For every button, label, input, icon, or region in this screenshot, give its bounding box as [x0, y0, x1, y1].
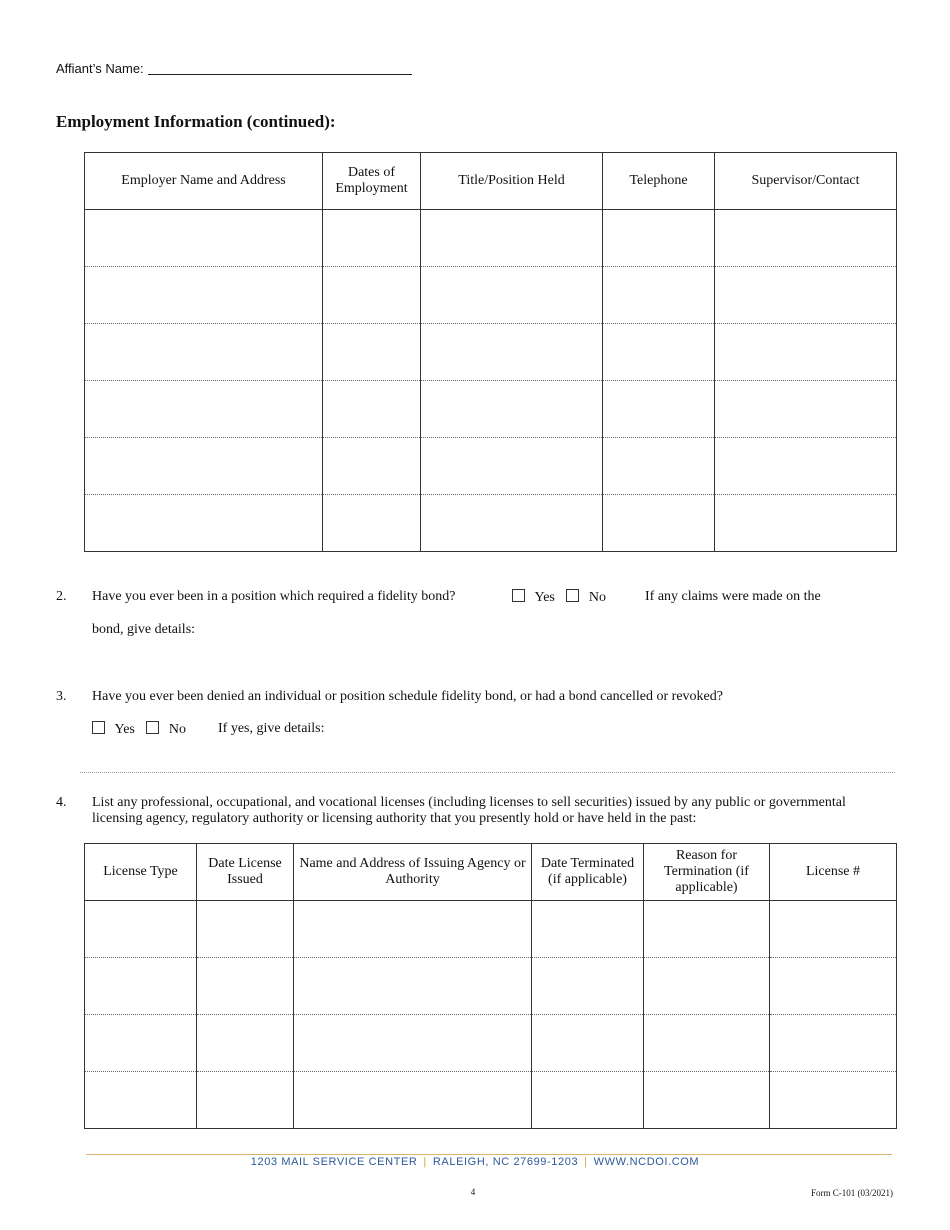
license-number-cell[interactable]	[770, 958, 897, 1015]
issuing-agency-cell[interactable]	[294, 901, 532, 958]
date-terminated-cell[interactable]	[532, 1015, 644, 1072]
table-row	[85, 267, 897, 324]
date-issued-cell[interactable]	[197, 901, 294, 958]
date-terminated-cell[interactable]	[532, 1072, 644, 1129]
q2-yes-label: Yes	[534, 590, 555, 605]
question-4-text: List any professional, occupational, and vocational licenses (including licenses to sell securities) issued by any public or governmental licensing agency, regulatory authority or licensing authority that you presently hold or have held in the past:	[92, 795, 846, 826]
affiant-name-field[interactable]	[148, 74, 412, 75]
q3-no-checkbox[interactable]	[146, 721, 159, 734]
date-terminated-cell[interactable]	[532, 901, 644, 958]
q3-yes-checkbox[interactable]	[92, 721, 105, 734]
section-title: Employment Information (continued):	[56, 112, 336, 131]
page-number: 4	[470, 1187, 476, 1197]
issuing-agency-cell[interactable]	[294, 1072, 532, 1129]
question-2-number: 2.	[56, 589, 67, 604]
issuing-agency-cell[interactable]	[294, 1015, 532, 1072]
q2-yes-checkbox[interactable]	[512, 589, 525, 602]
col-license-number: License #	[770, 844, 897, 901]
col-license-type: License Type	[85, 844, 197, 901]
termination-reason-cell[interactable]	[644, 958, 770, 1015]
table-row	[85, 901, 897, 958]
table-row	[85, 495, 897, 552]
footer-website-link[interactable]: WWW.NCDOI.COM	[593, 1156, 700, 1168]
col-date-issued: Date License Issued	[197, 844, 294, 901]
license-number-cell[interactable]	[770, 901, 897, 958]
dates-cell[interactable]	[323, 438, 421, 495]
termination-reason-cell[interactable]	[644, 1072, 770, 1129]
title-cell[interactable]	[421, 324, 603, 381]
col-date-terminated: Date Terminated (if applicable)	[532, 844, 644, 901]
table-row	[85, 438, 897, 495]
title-cell[interactable]	[421, 210, 603, 267]
issuing-agency-cell[interactable]	[294, 958, 532, 1015]
footer-separator: |	[584, 1156, 588, 1168]
question-3-details-line[interactable]	[80, 772, 895, 773]
question-3-text: Have you ever been denied an individual or position schedule fidelity bond, or had a bond cancelled or revoked?	[92, 689, 723, 704]
dates-cell[interactable]	[323, 381, 421, 438]
dates-cell[interactable]	[323, 324, 421, 381]
question-3-options	[92, 721, 186, 738]
form-id: Form C-101 (03/2021)	[811, 1188, 893, 1198]
footer-address-bar	[0, 1156, 950, 1168]
supervisor-cell[interactable]	[715, 210, 897, 267]
employer-cell[interactable]	[85, 495, 323, 552]
telephone-cell[interactable]	[603, 267, 715, 324]
employer-cell[interactable]	[85, 267, 323, 324]
col-issuing-agency: Name and Address of Issuing Agency or Authority	[294, 844, 532, 901]
col-telephone: Telephone	[603, 153, 715, 210]
telephone-cell[interactable]	[603, 324, 715, 381]
question-2-text: Have you ever been in a position which required a fidelity bond?	[92, 589, 456, 604]
affiant-name-label: Affiant’s Name:	[56, 61, 144, 76]
employer-cell[interactable]	[85, 381, 323, 438]
col-termination-reason: Reason for Termination (if applicable)	[644, 844, 770, 901]
telephone-cell[interactable]	[603, 495, 715, 552]
telephone-cell[interactable]	[603, 438, 715, 495]
dates-cell[interactable]	[323, 267, 421, 324]
table-row	[85, 381, 897, 438]
footer-address: 1203 MAIL SERVICE CENTER	[250, 1156, 418, 1168]
col-dates-of-employment: Dates of Employment	[323, 153, 421, 210]
supervisor-cell[interactable]	[715, 381, 897, 438]
employer-cell[interactable]	[85, 438, 323, 495]
termination-reason-cell[interactable]	[644, 901, 770, 958]
table-row	[85, 1072, 897, 1129]
license-number-cell[interactable]	[770, 1072, 897, 1129]
employment-header-row	[85, 153, 897, 210]
col-supervisor: Supervisor/Contact	[715, 153, 897, 210]
footer-divider	[86, 1154, 892, 1155]
title-cell[interactable]	[421, 267, 603, 324]
q3-yes-label: Yes	[114, 722, 135, 737]
question-2-followup-cont: bond, give details:	[92, 622, 196, 637]
q2-no-checkbox[interactable]	[566, 589, 579, 602]
telephone-cell[interactable]	[603, 210, 715, 267]
question-2-followup: If any claims were made on the	[645, 589, 821, 604]
date-issued-cell[interactable]	[197, 1015, 294, 1072]
title-cell[interactable]	[421, 495, 603, 552]
table-row	[85, 210, 897, 267]
employment-table	[84, 152, 897, 552]
table-row	[85, 324, 897, 381]
question-2-options	[512, 589, 606, 606]
license-type-cell[interactable]	[85, 901, 197, 958]
date-terminated-cell[interactable]	[532, 958, 644, 1015]
supervisor-cell[interactable]	[715, 495, 897, 552]
table-row	[85, 958, 897, 1015]
col-title-position: Title/Position Held	[421, 153, 603, 210]
question-3-followup: If yes, give details:	[218, 721, 325, 736]
date-issued-cell[interactable]	[197, 1072, 294, 1129]
dates-cell[interactable]	[323, 495, 421, 552]
date-issued-cell[interactable]	[197, 958, 294, 1015]
supervisor-cell[interactable]	[715, 438, 897, 495]
employer-cell[interactable]	[85, 210, 323, 267]
license-type-cell[interactable]	[85, 958, 197, 1015]
license-header-row	[85, 844, 897, 901]
license-table	[84, 843, 897, 1129]
license-number-cell[interactable]	[770, 1015, 897, 1072]
license-type-cell[interactable]	[85, 1015, 197, 1072]
employer-cell[interactable]	[85, 324, 323, 381]
title-cell[interactable]	[421, 438, 603, 495]
footer-separator: |	[423, 1156, 427, 1168]
question-4-number: 4.	[56, 795, 67, 810]
footer-city: RALEIGH, NC 27699-1203	[432, 1156, 579, 1168]
table-row	[85, 1015, 897, 1072]
supervisor-cell[interactable]	[715, 267, 897, 324]
col-employer-name: Employer Name and Address	[85, 153, 323, 210]
telephone-cell[interactable]	[603, 381, 715, 438]
license-type-cell[interactable]	[85, 1072, 197, 1129]
q3-no-label: No	[168, 722, 186, 737]
dates-cell[interactable]	[323, 210, 421, 267]
title-cell[interactable]	[421, 381, 603, 438]
termination-reason-cell[interactable]	[644, 1015, 770, 1072]
q2-no-label: No	[588, 590, 606, 605]
question-3-number: 3.	[56, 689, 67, 704]
supervisor-cell[interactable]	[715, 324, 897, 381]
